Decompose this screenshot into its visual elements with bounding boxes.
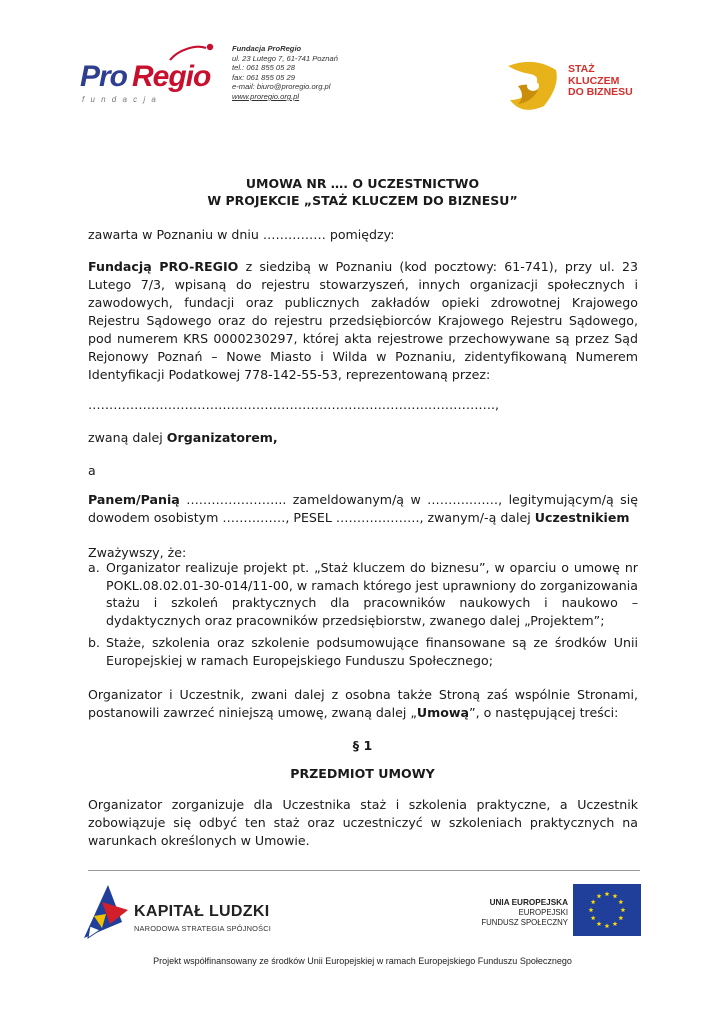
whereas-heading: Zważywszy, że:: [88, 545, 187, 560]
staz-logo-line-3: DO BIZNESU: [568, 86, 633, 98]
participant-label: Uczestnikiem: [534, 510, 630, 525]
document-title-line-1: UMOWA NR …. O UCZESTNICTWO: [245, 176, 480, 191]
list-marker: b.: [88, 635, 100, 650]
organizer-line: [88, 429, 638, 447]
org-tel: tel.: 061 855 05 28: [232, 63, 295, 73]
intro-line: zawarta w Poznaniu w dniu …………… pomiędzy:: [88, 227, 395, 242]
representative-dots: …………………………………………………………………………………….,: [88, 397, 500, 412]
list-item-text: Staże, szkolenia oraz szkolenie podsumowujące finansowane są ze środków Unii Europejskiej w ramach Europejskiego Funduszu Społecznego;: [106, 635, 638, 668]
eu-line-2: EUROPEJSKI: [518, 908, 568, 917]
svg-text:Regio: Regio: [132, 60, 211, 93]
party1-name: Fundacją PRO-REGIO: [88, 259, 239, 274]
org-fax: fax: 061 855 05 29: [232, 72, 295, 82]
organizer-prefix: zwaną dalej: [88, 430, 167, 445]
party2-paragraph: [88, 491, 638, 527]
staz-logo-text: [568, 64, 633, 99]
parties-text-post: ”, o następującej treści:: [469, 705, 619, 720]
party2-text: …………………... zameldowanym/ą w ………..……, legitymującym/ą się dowodem osobistym ……………, PESEL ………….……., zwanym/-ą dalej: [88, 492, 638, 525]
staz-logo-line-2: KLUCZEM: [568, 74, 620, 87]
eu-line-1: UNIA EUROPEJSKA: [489, 898, 568, 907]
proregio-logo: [78, 42, 228, 112]
staz-logo-line-1: STAŻ: [568, 63, 595, 75]
document-title-line-2: W PROJEKCIE „STAŻ KLUCZEM DO BIZNESU”: [207, 193, 518, 208]
eu-flag-icon: [573, 884, 641, 936]
eu-line-3: FUNDUSZ SPOŁECZNY: [481, 918, 568, 927]
org-website-link[interactable]: www.proregio.org.pl: [232, 91, 300, 101]
whereas-item-b: [88, 634, 638, 669]
party2-label: Panem/Panią: [88, 492, 180, 507]
svg-text:f u n d a c j a: f u n d a c j a: [82, 95, 158, 104]
organizer-label: Organizatorem,: [166, 430, 278, 445]
party1-paragraph: [88, 258, 638, 384]
parties-paragraph: [88, 686, 638, 722]
list-marker: a.: [88, 560, 100, 575]
org-email[interactable]: e-mail: biuro@proregio.org.pl: [232, 82, 331, 92]
kapital-ludzki-title: KAPITAŁ LUDZKI: [134, 903, 270, 920]
whereas-item-a: [88, 559, 638, 629]
section-paragraph: Organizator zorganizuje dla Uczestnika staż i szkolenia praktyczne, a Uczestnik zobowiązuje się odbyć ten staż oraz uczestniczyć w szkoleniach praktycznych na warunkach określonych w Umowie.: [88, 797, 638, 848]
agreement-label: Umową: [416, 705, 470, 720]
funding-note: Projekt współfinansowany ze środków Unii Europejskiej w ramach Europejskiego Funduszu Społecznego: [153, 956, 572, 966]
organization-contact-info: [232, 44, 338, 102]
kapital-ludzki-subtitle: NARODOWA STRATEGIA SPÓJNOŚCI: [134, 924, 272, 933]
and-word: a: [88, 463, 96, 478]
svg-text:Pro: Pro: [80, 60, 128, 93]
section-title: PRZEDMIOT UMOWY: [290, 766, 435, 781]
section-number: § 1: [352, 738, 373, 753]
org-name: Fundacja ProRegio: [232, 44, 302, 53]
footer-divider: [88, 870, 640, 871]
party1-text: z siedzibą w Poznaniu (kod pocztowy: 61-741), przy ul. 23 Lutego 7/3, wpisaną do rejestru stowarzyszeń, innych organizacji społecznych i zawodowych, fundacji oraz publicznych zakładów opieki zdrowotnej Krajowego Rejestru Sądowego oraz do rejestru przedsiębiorców Krajowego Rejestru Sądowego, pod numerem KRS 0000230297, której akta rejestrowe przechowywane są przez Sąd Rejonowy Poznań – Nowe Miasto i Wilda w Poznaniu, zidentyfikowaną Numerem Identyfikacji Podatkowej 778-142-55-53, reprezentowaną przez:: [88, 259, 638, 382]
parties-text-pre: Organizator i Uczestnik, zwani dalej z osobna także Stroną zaś wspólnie Stronami, postanowili zawrzeć niniejszą umowę, zwaną dalej „: [88, 687, 638, 720]
eu-label: [460, 898, 568, 928]
org-address: ul. 23 Lutego 7, 61-741 Poznań: [232, 53, 338, 63]
list-item-text: Organizator realizuje projekt pt. „Staż kluczem do biznesu”, w oparciu o umowę nr POKL.08.02.01-30-014/11-00, w ramach którego jest uprawniony do zorganizowania stażu i szkoleń praktycznych dla pracowników naukowych i naukowo – dydaktycznych oraz pracowników przedsiębiorstw, zwanego dalej „Projektem”;: [106, 560, 638, 628]
